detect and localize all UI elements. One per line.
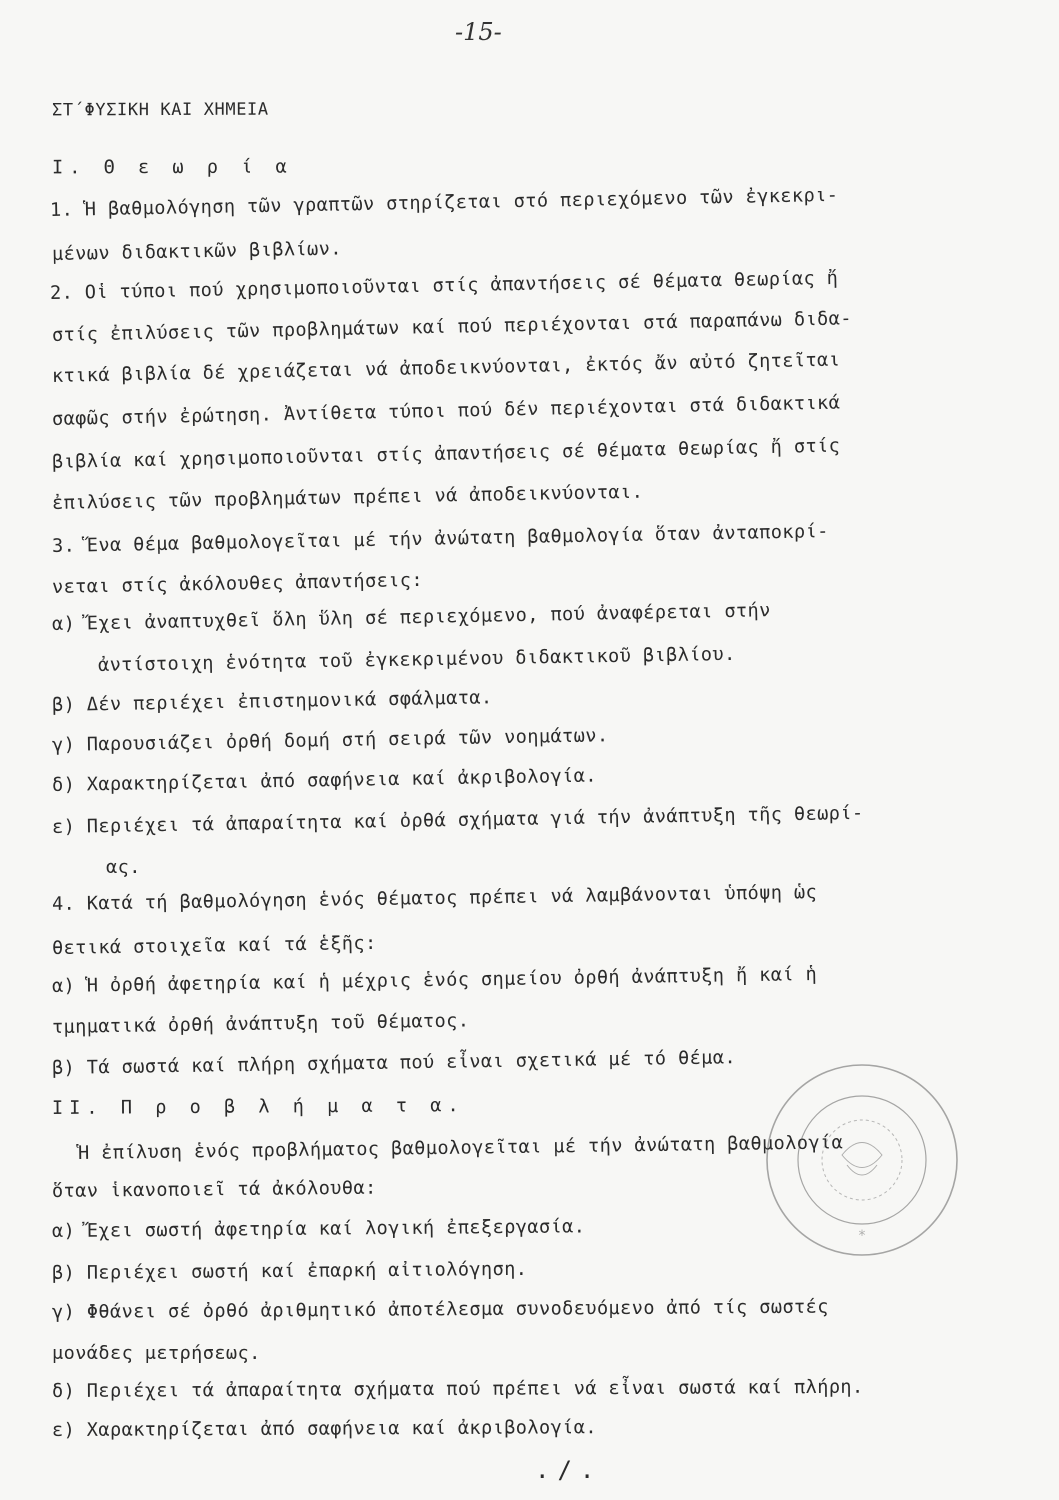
list-item-line: ἀντίστοιχη ἑνότητα τοῦ ἐγκεκριμένου διδακτικοῦ βιβλίου. — [97, 643, 736, 676]
paragraph-line: βιβλία καί χρησιμοποιοῦνται στίς ἀπαντήσεις σέ θέματα θεωρίας ἤ στίς — [51, 435, 841, 473]
paragraph-line: Ἡ ἐπίλυση ἑνός προβλήματος βαθμολογεῖται μέ τήν ἀνώτατη βαθμολογία — [77, 1132, 844, 1164]
section-title: ΣΤ΄ΦΥΣΙΚΗ ΚΑΙ ΧΗΜΕΙΑ — [51, 99, 269, 121]
paragraph-line: σαφῶς στήν ἐρώτηση. Ἀντίθετα τύποι πού δέν περιέχονται στά διδακτικά — [51, 392, 841, 430]
paragraph-line: ἐπιλύσεις τῶν προβλημάτων πρέπει νά ἀποδεικνύονται. — [51, 481, 644, 514]
subsection-theory: Ι. Θ ε ω ρ ί α — [51, 156, 293, 179]
paragraph-line: μένων διδακτικῶν βιβλίων. — [51, 238, 343, 265]
list-item-line: α) Ἔχει ἀναπτυχθεῖ ὅλη ὕλη σέ περιεχόμενο, πού ἀναφέρεται στήν — [51, 600, 771, 635]
paragraph-line: θετικά στοιχεῖα καί τά ἑξῆς: — [51, 932, 377, 959]
list-item-line: β) Τά σωστά καί πλήρη σχήματα πού εἶναι σχετικά μέ τό θέμα. — [51, 1047, 737, 1079]
subsection-problems: ΙΙ. Π ρ ο β λ ή μ α τ α. — [51, 1095, 465, 1119]
list-item-line: δ) Περιέχει τά ἀπαραίτητα σχήματα πού πρέπει νά εἶναι σωστά καί πλήρη. — [51, 1376, 864, 1402]
paragraph-line: 2. Οἱ τύποι πού χρησιμοποιοῦνται στίς ἀπαντήσεις σέ θέματα θεωρίας ἤ — [49, 267, 839, 304]
list-item-line: β) Δέν περιέχει ἐπιστημονικά σφάλματα. — [51, 687, 493, 716]
paragraph-line: 4. Κατά τή βαθμολόγηση ἑνός θέματος πρέπει νά λαμβάνονται ὑπόψη ὡς — [51, 881, 818, 915]
continuation-mark: ./. — [535, 1456, 603, 1484]
list-item-line: ε) Περιέχει τά ἀπαραίτητα καί ὀρθά σχήματα γιά τήν ἀνάπτυξη τῆς θεωρί- — [51, 802, 864, 838]
list-item-line: γ) Φθάνει σέ ὀρθό ἀριθμητικό ἀποτέλεσμα συνοδευόμενο ἀπό τίς σωστές — [51, 1296, 829, 1323]
page-number: -15- — [455, 18, 502, 46]
list-item-line: β) Περιέχει σωστή καί ἐπαρκή αἰτιολόγηση. — [51, 1258, 528, 1284]
paragraph-line: νεται στίς ἀκόλουθες ἀπαντήσεις: — [51, 569, 424, 598]
list-item-line: α) Ἔχει σωστή ἀφετηρία καί λογική ἐπεξεργασία. — [51, 1216, 586, 1242]
paragraph-line: ὅταν ἱκανοποιεῖ τά ἀκόλουθα: — [51, 1177, 377, 1202]
list-item-line: ε) Χαρακτηρίζεται ἀπό σαφήνεια καί ἀκριβολογία. — [51, 1417, 597, 1441]
list-item-line: μονάδες μετρήσεως. — [52, 1343, 261, 1364]
official-stamp-icon — [762, 1060, 962, 1260]
list-item-line: τμηματικά ὀρθή ἀνάπτυξη τοῦ θέματος. — [51, 1010, 470, 1038]
list-item-line: ας. — [106, 857, 141, 878]
list-item-line: γ) Παρουσιάζει ὀρθή δομή στή σειρά τῶν νοημάτων. — [51, 725, 609, 756]
list-item-line: α) Ἡ ὀρθή ἀφετηρία καί ἡ μέχρις ἑνός σημείου ὀρθή ἀνάπτυξη ἤ καί ἡ — [51, 963, 818, 997]
svg-text:*: * — [858, 1228, 866, 1244]
paragraph-line: 1. Ἡ βαθμολόγηση τῶν γραπτῶν στηρίζεται στό περιεχόμενο τῶν ἐγκεκρι- — [49, 184, 839, 221]
paragraph-line: 3. Ἕνα θέμα βαθμολογεῖται μέ τήν ἀνώτατη βαθμολογία ὅταν ἀνταποκρί- — [51, 521, 829, 557]
paragraph-line: στίς ἐπιλύσεις τῶν προβλημάτων καί πού περιέχονται στά παραπάνω διδα- — [51, 308, 853, 346]
list-item-line: δ) Χαρακτηρίζεται ἀπό σαφήνεια καί ἀκριβολογία. — [51, 765, 598, 796]
paragraph-line: κτικά βιβλία δέ χρειάζεται νά ἀποδεικνύονται, ἐκτός ἄν αὐτό ζητεῖται — [51, 349, 841, 387]
